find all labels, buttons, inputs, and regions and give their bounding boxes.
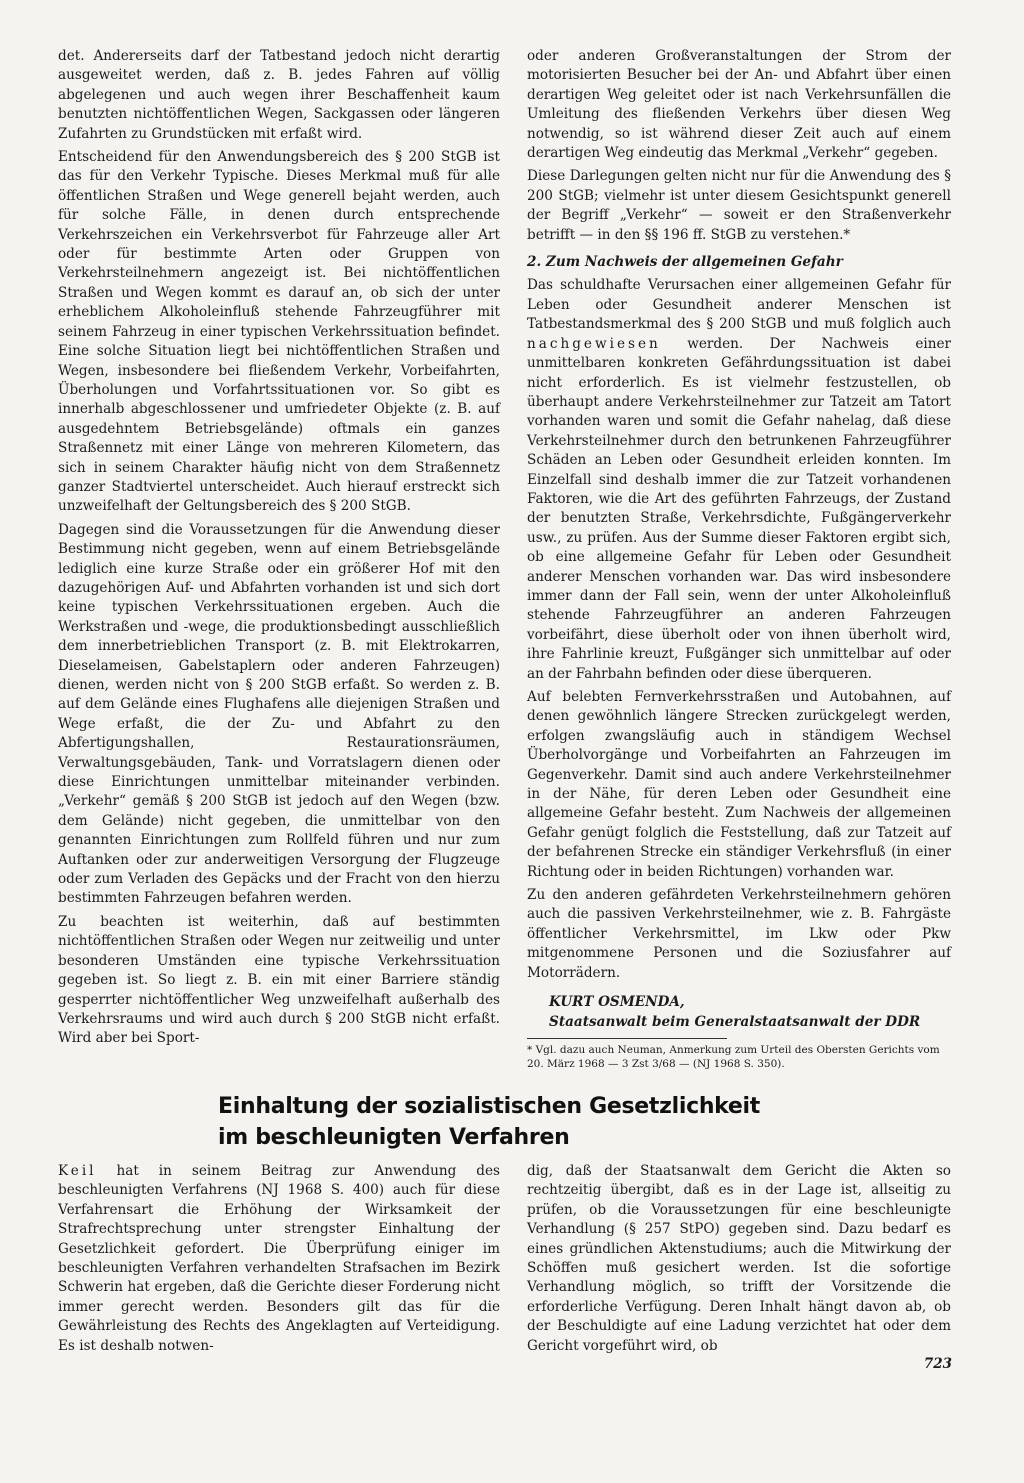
footnote: * Vgl. dazu auch Neuman, Anmerkung zum Urteil des Obersten Gerichts vom 20. März 1968 — 3 Zst 3/68 — (NJ 1968 S. 350). (527, 1043, 940, 1070)
emphasized-word: nachgewiesen (527, 335, 661, 352)
author-signature (527, 993, 951, 1032)
paragraph: Dagegen sind die Voraussetzungen für die Anwendung dieser Bestimmung nicht gegeben, wenn auf einem Betriebsgelände lediglich eine kurze Straße oder ein größerer Hof mit den dazugehörigen Auf- und Abfahrten vorhanden ist und sich dort keine typischen Verkehrssituationen ergeben. Auch die Werkstraßen und -wege, die produktionsbedingt ausschließlich dem innerbetrieblichen Transport (z. B. mit Elektrokarren, Dieselameisen, Gabelstaplern oder anderen Fahrzeugen) dienen, werden nicht von § 200 StGB erfaßt. So werden z. B. auf dem Gelände eines Flughafens alle diejenigen Straßen und Wege erfaßt, die der Zu- und Abfahrt zu den Abfertigungshallen, Restaurationsräumen, Verwaltungsgebäuden, Tank- und Vorratslagern dienen oder diese Einrichtungen unmittelbar miteinander verbinden. „Verkehr“ gemäß § 200 StGB ist jedoch auf den Wegen (bzw. dem Gelände) nicht gegeben, die unmittelbar von den genannten Einrichtungen zum Rollfeld führen und nur zum Auftanken oder zur anderweitigen Versorgung der Flugzeuge oder zum Verladen des Gepäcks und der Fracht von den hierzu bestimmten Fahrzeugen befahren werden. (58, 521, 500, 907)
paragraph-text: Das schuldhafte Verursachen einer allgemeinen Gefahr für Leben oder Gesundheit anderer Menschen ist Tatbestandsmerkmal des § 200 StGB und muß folglich auch (527, 277, 951, 333)
paragraph: Diese Darlegungen gelten nicht nur für die Anwendung des § 200 StGB; vielmehr ist unter diesem Gesichtspunkt generell der Begriff „Verkehr“ — soweit er den Straßenverkehr betrifft — in den §§ 196 ff. StGB zu verstehen.* (527, 168, 951, 243)
headline-line-1: Einhaltung der sozialistischen Gesetzlichkeit (218, 1094, 761, 1119)
paragraph (527, 276, 951, 684)
paragraph: Zu den anderen gefährdeten Verkehrsteilnehmern gehören auch die passiven Verkehrsteilnehmer, wie z. B. Fahrgäste öffentlicher Verkehrsmittel, im Lkw oder Pkw mitgenommene Personen und die Soziusfahrer auf Motorrädern. (527, 887, 951, 981)
author-title: Staatsanwalt beim Generalstaatsanwalt der DDR (549, 1013, 921, 1030)
paragraph: det. Andererseits darf der Tatbestand jedoch nicht derartig ausgeweitet werden, daß z. B. jedes Fahren auf völlig abgelegenen und auch wegen ihrer Beschaffenheit kaum benutzten nichtöffentlichen Wegen, Sackgassen oder längeren Zufahrten zu Grundstücken mit erfaßt wird. (58, 48, 500, 142)
paragraph: dig, daß der Staatsanwalt dem Gericht die Akten so rechtzeitig übergibt, daß es in der Lage ist, allseitig zu prüfen, ob die Voraussetzungen für eine beschleunigte Verhandlung (§ 257 StPO) gegeben sind. Dazu bedarf es eines gründlichen Aktenstudiums; auch die Mitwirkung der Schöffen muß gesichert werden. Ist die sofortige Verhandlung möglich, so trifft der Vorsitzende die erforderliche Verfügung. Deren Inhalt hängt davon ab, ob der Beschuldigte auf eine Ladung verzichtet hat oder dem Gericht vorgeführt wird, ob (527, 1163, 951, 1354)
column-bottom-left (58, 1162, 500, 1360)
section-subheading: 2. Zum Nachweis der allgemeinen Gefahr (527, 254, 843, 271)
paragraph: Auf belebten Fernverkehrsstraßen und Autobahnen, auf denen gewöhnlich längere Strecken zurückgelegt werden, erfolgen zwangsläufig auch in ständigem Wechsel Überholvorgänge und Vorbeifahrten an Fahrzeugen im Gegenverkehr. Damit sind auch andere Verkehrsteilnehmer in der Nähe, für deren Leben oder Gesundheit eine allgemeine Gefahr besteht. Zum Nachweis der allgemeinen Gefahr genügt folglich die Feststellung, daß zur Tatzeit auf der befahrenen Strecke ein ständiger Verkehrsfluß (in einer Richtung oder in beiden Richtungen) vorhanden war. (527, 689, 951, 880)
paragraph: Zu beachten ist weiterhin, daß auf bestimmten nichtöffentlichen Straßen oder Wegen nur zeitweilig und unter besonderen Umständen eine typische Verkehrssituation gegeben ist. So liegt z. B. ein mit einer Barriere ständig gesperrter nichtöffentlicher Weg unzweifelhaft außerhalb des Verkehrsraums und wird auch durch § 200 StGB nicht erfaßt. Wird aber bei Sport- (58, 913, 500, 1047)
column-top-right (527, 47, 951, 1075)
column-bottom-right (527, 1162, 951, 1360)
paragraph (58, 1162, 500, 1356)
page-number: 723 (923, 1356, 952, 1372)
paragraph-text: werden. Der Nachweis einer unmittelbaren konkreten Gefährdungssituation ist dabei nicht erforderlich. Es ist vielmehr festzustellen, ob überhaupt andere Verkehrsteilnehmer zur Tatzeit am Tatort vorhanden waren und somit die Gefahr nahelag, daß diese Verkehrsteilnehmer durch den betrunkenen Fahrzeugführer Schäden an Leben oder Gesundheit erleiden konnten. Im Einzelfall sind deshalb immer die zur Tatzeit vorhandenen Faktoren, wie die Art des geführten Fahrzeugs, der Zustand der benutzten Straße, Verkehrsdichte, Fußgängerverkehr usw., zu prüfen. Aus der Summe dieser Faktoren ergibt sich, ob eine allgemeine Gefahr für Leben oder Gesundheit anderer Menschen vorhanden war. Das wird insbesondere immer dann der Fall sein, wenn der unter Alkoholeinfluß stehende Fahrzeugführer an anderen Fahrzeugen vorbeifährt, diese überholt oder von ihnen überholt wird, ihre Fahrlinie kreuzt, Fußgänger sich unmittelbar auf oder an der Fahrbahn befinden oder diese überqueren. (527, 335, 952, 682)
footnote-divider (527, 1038, 727, 1039)
column-top-left (58, 47, 500, 1053)
paragraph: oder anderen Großveranstaltungen der Strom der motorisierten Besucher bei der An- und Abfahrt über einen derartigen Weg geleitet oder ist nach Verkehrsunfällen die Umleitung des fließenden Verkehrs über diesen Weg notwendig, so ist während dieser Zeit auch auf einem derartigen Weg eindeutig das Merkmal „Verkehr“ gegeben. (527, 48, 951, 162)
paragraph: Entscheidend für den Anwendungsbereich des § 200 StGB ist das für den Verkehr Typische. Dieses Merkmal muß für alle öffentlichen Straßen und Wege generell bejaht werden, auch für solche Fälle, in denen durch entsprechende Verkehrszeichen ein Verkehrsverbot für Fahrzeuge aller Art oder für bestimmte Arten oder Gruppen von Verkehrsteilnehmern angezeigt ist. Bei nichtöffentlichen Straßen und Wegen kommt es darauf an, ob sich der unter erheblichem Alkoholeinfluß stehende Fahrzeugführer mit seinem Fahrzeug in einer typischen Verkehrssituation befindet. Eine solche Situation liegt bei nichtöffentlichen Straßen und Wegen, insbesondere bei fließendem Verkehr, Vorbeifahrten, Überholungen und Vorfahrtssituationen vor. So gibt es innerhalb abgeschlossener und umfriedeter Objekte (z. B. auf ausgedehntem Betriebsgelände) oftmals ein ganzes Straßennetz mit einer Länge von mehreren Kilometern, das sich in seinem Charakter häufig nicht von dem Straßennetz ganzer Stadtviertel unterscheidet. Auch hierauf erstreckt sich unzweifelhaft der Geltungsbereich des § 200 StGB. (58, 149, 500, 515)
article-headline (218, 1091, 778, 1153)
emphasized-author: Keil (58, 1163, 97, 1179)
author-name: KURT OSMENDA, (549, 994, 685, 1011)
headline-line-2: im beschleunigten Verfahren (218, 1125, 570, 1150)
paragraph-text: hat in seinem Beitrag zur Anwendung des beschleunigten Verfahrens (NJ 1968 S. 400) auch für diese Verfahrensart die Erhöhung der Wirksamkeit der Strafrechtsprechung unter strengster Einhaltung der Gesetzlichkeit gefordert. Die Überprüfung einiger im beschleunigten Verfahren verhandelten Strafsachen im Bezirk Schwerin hat ergeben, daß die Gerichte dieser Forderung nicht immer gerecht werden. Besonders gilt das für die Gewährleistung des Rechts des Angeklagten auf Verteidigung. Es ist deshalb notwen- (58, 1163, 500, 1354)
